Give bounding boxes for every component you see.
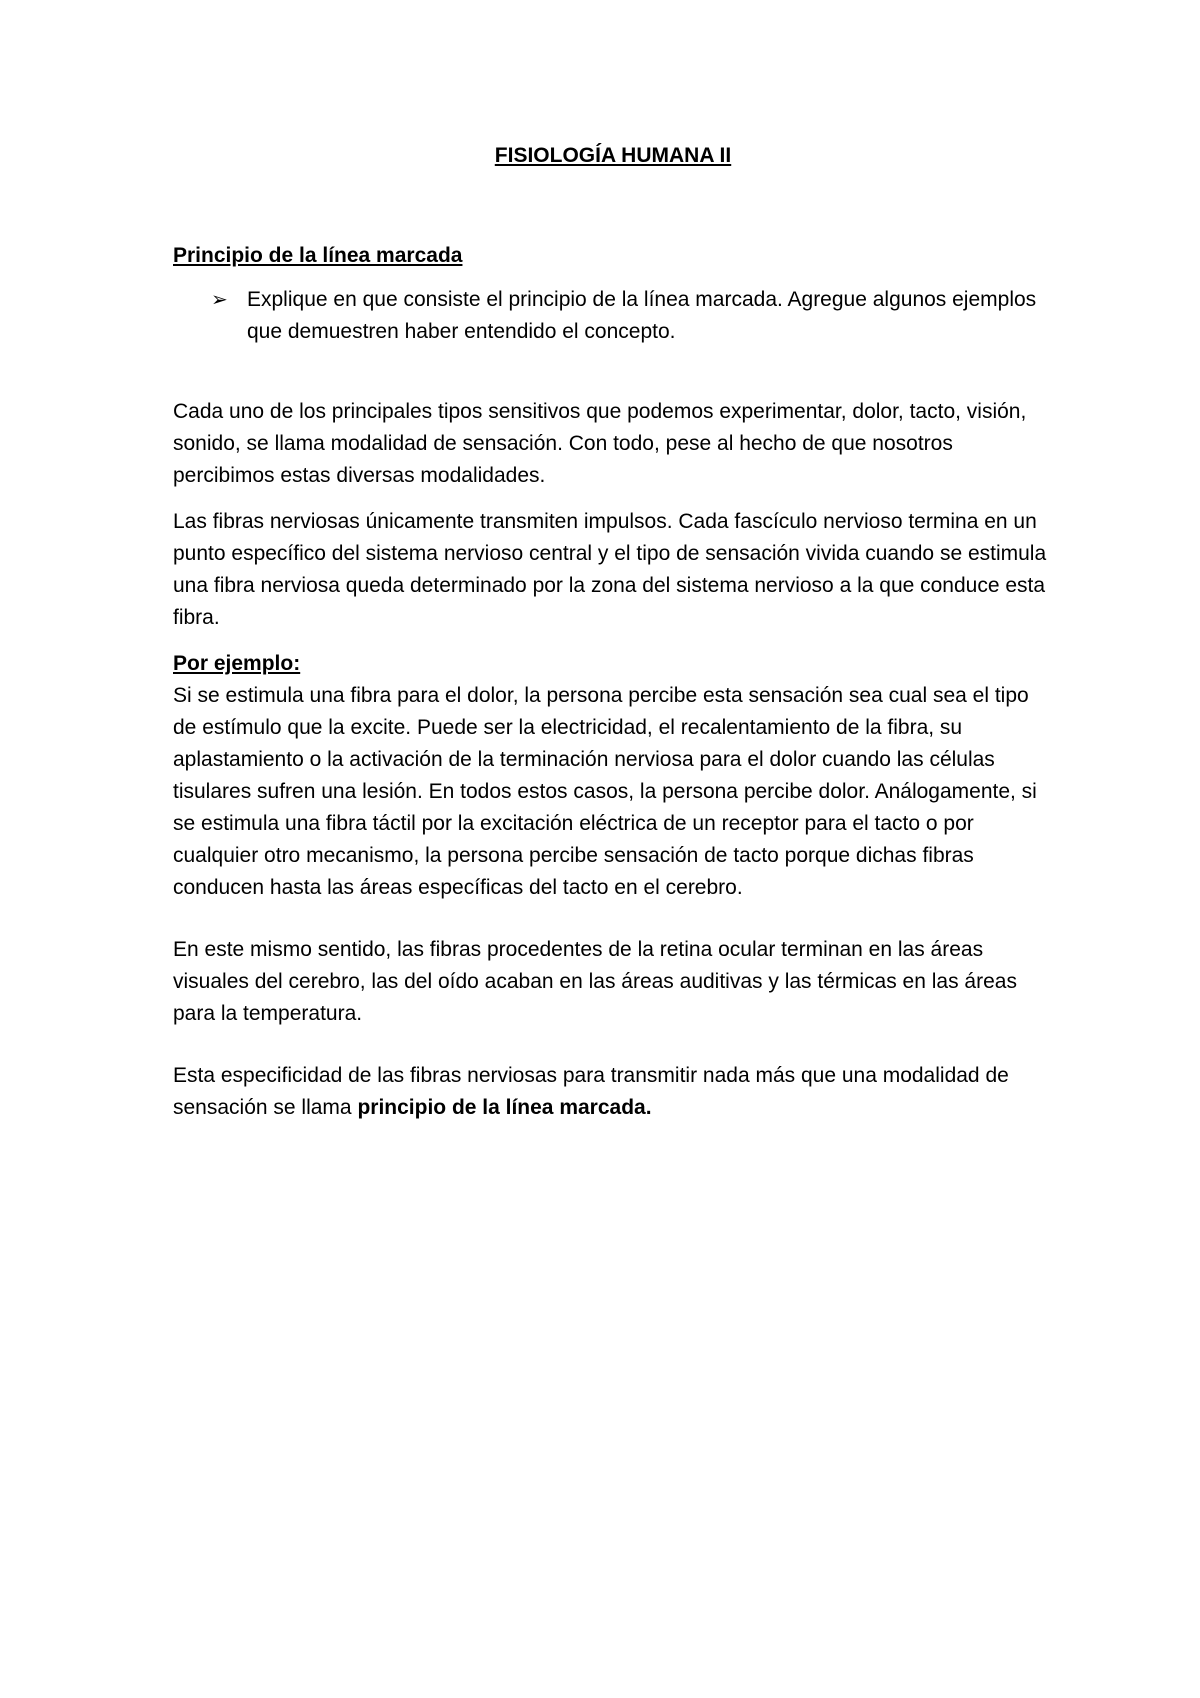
conclusion-text: Esta especificidad de las fibras nerviosas para transmitir nada más que una modalidad de sensación se llama bbox=[173, 1064, 1009, 1119]
question-item bbox=[211, 284, 1053, 348]
paragraph-conclusion bbox=[173, 1060, 1053, 1124]
paragraph-modalities: Cada uno de los principales tipos sensitivos que podemos experimentar, dolor, tacto, visión, sonido, se llama modalidad de sensación. Con todo, pese al hecho de que nosotros percibimos estas diversas modalidades. bbox=[173, 400, 1027, 487]
document-title: FISIOLOGÍA HUMANA II bbox=[494, 144, 732, 167]
document-content bbox=[173, 140, 1053, 1124]
paragraph-retina: En este mismo sentido, las fibras procedentes de la retina ocular terminan en las áreas visuales del cerebro, las del oído acaban en las áreas auditivas y las térmicas en las áreas para la temperatura. bbox=[173, 938, 1017, 1025]
example-heading: Por ejemplo: bbox=[173, 652, 301, 675]
paragraph-example: Si se estimula una fibra para el dolor, la persona percibe esta sensación sea cual sea el tipo de estímulo que la excite. Puede ser la electricidad, el recalentamiento de la fibra, su aplastamiento o la activación de la terminación nerviosa para el dolor cuando las células tisulares sufren una lesión. En todos estos casos, la persona percibe dolor. Análogamente, si se estimula una fibra táctil por la excitación eléctrica de un receptor para el tacto o por cualquier otro mecanismo, la persona percibe sensación de tacto porque dichas fibras conducen hasta las áreas específicas del tacto en el cerebro. bbox=[173, 684, 1037, 899]
arrow-bullet-icon: ➢ bbox=[211, 289, 228, 311]
paragraph-nerve-fibers: Las fibras nerviosas únicamente transmiten impulsos. Cada fascículo nervioso termina en un punto específico del sistema nervioso central y el tipo de sensación vivida cuando se estimula una fibra nerviosa queda determinado por la zona del sistema nervioso a la que conduce esta fibra. bbox=[173, 510, 1047, 629]
question-text: Explique en que consiste el principio de la línea marcada. Agregue algunos ejemplos que demuestren haber entendido el concepto. bbox=[247, 288, 1037, 343]
conclusion-bold-term: principio de la línea marcada. bbox=[357, 1096, 652, 1119]
section-heading: Principio de la línea marcada bbox=[173, 244, 463, 267]
